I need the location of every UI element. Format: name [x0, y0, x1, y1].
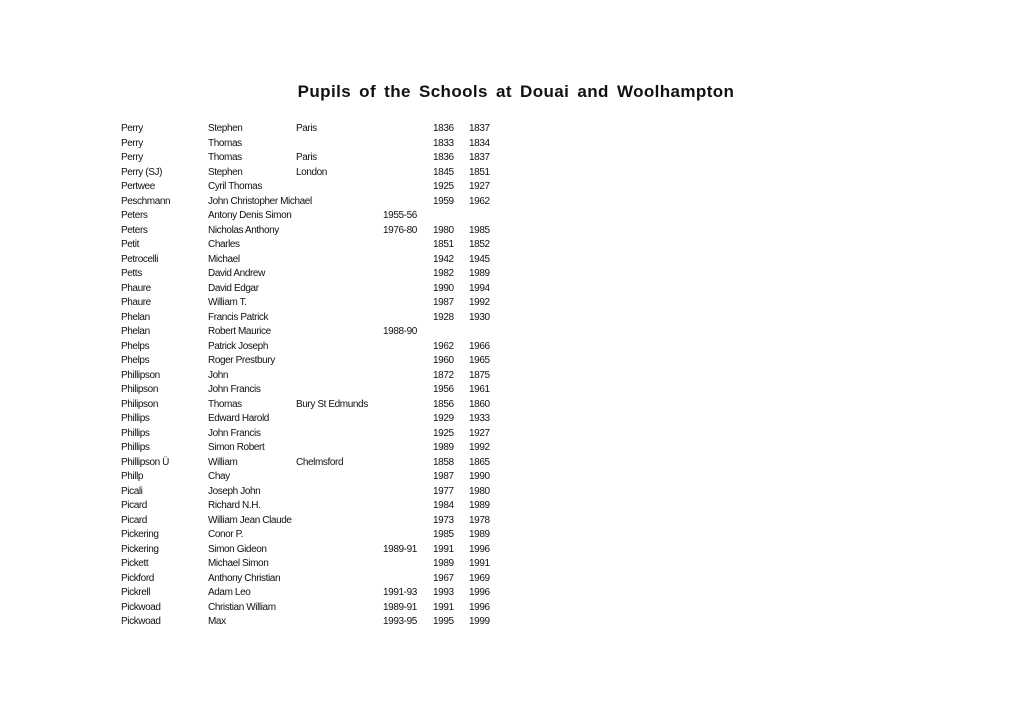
page-title: Pupils of the Schools at Douai and Woolhampton	[297, 82, 735, 101]
surname-cell: Perry (SJ)	[121, 166, 163, 178]
list-item	[0, 543, 1024, 558]
surname-cell: Petit	[121, 239, 140, 250]
start-cell: 1990	[433, 282, 454, 294]
surname-cell: Philipson	[121, 398, 158, 410]
forenames-cell: Thomas	[208, 398, 242, 410]
surname-cell: Pickwoad	[121, 616, 161, 627]
forenames-cell: John Francis	[208, 384, 261, 395]
list-item	[0, 267, 1024, 282]
surname-cell: Perry	[121, 152, 143, 163]
list-item	[0, 499, 1024, 514]
end-cell: 1851	[469, 166, 490, 178]
end-cell: 1945	[469, 253, 490, 265]
surname-cell: Picali	[121, 485, 143, 497]
list-item	[0, 151, 1024, 166]
end-cell: 1966	[469, 340, 490, 352]
end-cell: 1927	[469, 181, 490, 192]
end-cell: 1980	[469, 485, 490, 497]
list-item	[0, 383, 1024, 398]
end-cell: 1991	[469, 558, 490, 569]
place-cell: Bury St Edmunds	[296, 398, 368, 410]
start-cell: 1928	[433, 311, 454, 323]
surname-cell: Phaure	[121, 297, 151, 308]
list-item	[0, 572, 1024, 587]
list-item	[0, 354, 1024, 369]
list-item	[0, 485, 1024, 500]
surname-cell: Pertwee	[121, 181, 155, 192]
forenames-cell: Edward Harold	[208, 413, 269, 424]
list-item	[0, 195, 1024, 210]
start-cell: 1845	[433, 166, 454, 178]
forenames-cell: Adam Leo	[208, 587, 251, 598]
surname-cell: Phillipson Ü	[121, 456, 170, 468]
list-item	[0, 325, 1024, 340]
surname-cell: Petrocelli	[121, 253, 159, 265]
place-cell: London	[296, 166, 327, 178]
end-cell: 1994	[469, 282, 490, 294]
forenames-cell: Anthony Christian	[208, 572, 281, 584]
list-item	[0, 586, 1024, 601]
end-cell: 1837	[469, 123, 490, 134]
list-item	[0, 412, 1024, 427]
surname-cell: Phelan	[121, 311, 150, 323]
forenames-cell: Charles	[208, 239, 240, 250]
surname-cell: Phelan	[121, 326, 150, 337]
forenames-cell: John Christopher Michael	[208, 195, 312, 207]
surname-cell: Phillipson	[121, 369, 160, 381]
prep-cell: 1976-80	[383, 224, 417, 236]
list-item	[0, 296, 1024, 311]
forenames-cell: Thomas	[208, 152, 242, 163]
end-cell: 1962	[469, 195, 490, 207]
list-item	[0, 470, 1024, 485]
surname-cell: Pickett	[121, 558, 149, 569]
surname-cell: Petts	[121, 268, 142, 279]
end-cell: 1852	[469, 239, 490, 250]
forenames-cell: David Andrew	[208, 268, 265, 279]
start-cell: 1967	[433, 572, 454, 584]
list-item	[0, 528, 1024, 543]
list-item	[0, 369, 1024, 384]
surname-cell: Phillp	[121, 471, 144, 482]
list-item	[0, 557, 1024, 572]
end-cell: 1996	[469, 601, 490, 613]
end-cell: 1985	[469, 224, 490, 236]
forenames-cell: Simon Gideon	[208, 543, 267, 555]
forenames-cell: Cyril Thomas	[208, 181, 262, 192]
end-cell: 1969	[469, 572, 490, 584]
start-cell: 1858	[433, 456, 454, 468]
forenames-cell: Conor P.	[208, 529, 243, 540]
forenames-cell: Chay	[208, 471, 230, 482]
end-cell: 1996	[469, 587, 490, 598]
list-item	[0, 340, 1024, 355]
surname-cell: Pickering	[121, 543, 159, 555]
end-cell: 1865	[469, 456, 490, 468]
start-cell: 1982	[433, 268, 454, 279]
start-cell: 1993	[433, 587, 454, 598]
list-item	[0, 253, 1024, 268]
prep-cell: 1989-91	[383, 543, 417, 555]
start-cell: 1851	[433, 239, 454, 250]
surname-cell: Phaure	[121, 282, 151, 294]
start-cell: 1991	[433, 543, 454, 555]
start-cell: 1925	[433, 427, 454, 439]
list-item	[0, 601, 1024, 616]
end-cell: 1992	[469, 297, 490, 308]
list-item	[0, 441, 1024, 456]
surname-cell: Phillips	[121, 442, 150, 453]
surname-cell: Phelps	[121, 355, 150, 366]
start-cell: 1987	[433, 297, 454, 308]
start-cell: 1960	[433, 355, 454, 366]
forenames-cell: William T.	[208, 297, 247, 308]
end-cell: 1860	[469, 398, 490, 410]
start-cell: 1991	[433, 601, 454, 613]
list-item	[0, 137, 1024, 152]
prep-cell: 1989-91	[383, 601, 417, 613]
list-item	[0, 282, 1024, 297]
end-cell: 1989	[469, 268, 490, 279]
surname-cell: Picard	[121, 514, 147, 526]
surname-cell: Pickrell	[121, 587, 151, 598]
forenames-cell: Stephen	[208, 166, 243, 178]
surname-cell: Peters	[121, 210, 148, 221]
list-item	[0, 180, 1024, 195]
forenames-cell: Christian William	[208, 601, 276, 613]
end-cell: 1834	[469, 137, 490, 149]
surname-cell: Picard	[121, 500, 147, 511]
surname-cell: Perry	[121, 123, 143, 134]
start-cell: 1959	[433, 195, 454, 207]
place-cell: Paris	[296, 123, 317, 134]
end-cell: 1990	[469, 471, 490, 482]
surname-cell: Phillips	[121, 427, 150, 439]
start-cell: 1925	[433, 181, 454, 192]
end-cell: 1933	[469, 413, 490, 424]
start-cell: 1929	[433, 413, 454, 424]
place-cell: Chelmsford	[296, 456, 344, 468]
start-cell: 1984	[433, 500, 454, 511]
start-cell: 1995	[433, 616, 454, 627]
list-item	[0, 122, 1024, 137]
forenames-cell: Max	[208, 616, 226, 627]
surname-cell: Pickford	[121, 572, 154, 584]
surname-cell: Pickwoad	[121, 601, 161, 613]
start-cell: 1989	[433, 558, 454, 569]
surname-cell: Pickering	[121, 529, 159, 540]
end-cell: 1837	[469, 152, 490, 163]
start-cell: 1977	[433, 485, 454, 497]
pupil-list	[0, 122, 1024, 630]
end-cell: 1930	[469, 311, 490, 323]
surname-cell: Phillips	[121, 413, 150, 424]
forenames-cell: Joseph John	[208, 485, 261, 497]
forenames-cell: Michael	[208, 253, 240, 265]
end-cell: 1978	[469, 514, 490, 526]
end-cell: 1992	[469, 442, 490, 453]
list-item	[0, 456, 1024, 471]
end-cell: 1989	[469, 529, 490, 540]
list-item	[0, 166, 1024, 181]
end-cell: 1989	[469, 500, 490, 511]
forenames-cell: Francis Patrick	[208, 311, 269, 323]
list-item	[0, 209, 1024, 224]
start-cell: 1962	[433, 340, 454, 352]
forenames-cell: William	[208, 456, 238, 468]
start-cell: 1872	[433, 369, 454, 381]
forenames-cell: Antony Denis Simon	[208, 210, 292, 221]
list-item	[0, 311, 1024, 326]
start-cell: 1836	[433, 152, 454, 163]
start-cell: 1856	[433, 398, 454, 410]
list-item	[0, 398, 1024, 413]
surname-cell: Perry	[121, 137, 143, 149]
prep-cell: 1993-95	[383, 616, 417, 627]
list-item	[0, 514, 1024, 529]
list-item	[0, 427, 1024, 442]
end-cell: 1961	[469, 384, 490, 395]
forenames-cell: Stephen	[208, 123, 243, 134]
end-cell: 1996	[469, 543, 490, 555]
start-cell: 1956	[433, 384, 454, 395]
prep-cell: 1991-93	[383, 587, 417, 598]
forenames-cell: David Edgar	[208, 282, 259, 294]
surname-cell: Philipson	[121, 384, 158, 395]
surname-cell: Peschmann	[121, 195, 171, 207]
start-cell: 1987	[433, 471, 454, 482]
end-cell: 1999	[469, 616, 490, 627]
start-cell: 1980	[433, 224, 454, 236]
start-cell: 1989	[433, 442, 454, 453]
forenames-cell: John Francis	[208, 427, 261, 439]
forenames-cell: Robert Maurice	[208, 326, 271, 337]
start-cell: 1833	[433, 137, 454, 149]
surname-cell: Phelps	[121, 340, 150, 352]
forenames-cell: Richard N.H.	[208, 500, 261, 511]
start-cell: 1985	[433, 529, 454, 540]
start-cell: 1942	[433, 253, 454, 265]
start-cell: 1973	[433, 514, 454, 526]
forenames-cell: Roger Prestbury	[208, 355, 275, 366]
start-cell: 1836	[433, 123, 454, 134]
list-item	[0, 615, 1024, 630]
forenames-cell: Simon Robert	[208, 442, 265, 453]
end-cell: 1927	[469, 427, 490, 439]
surname-cell: Peters	[121, 224, 148, 236]
end-cell: 1965	[469, 355, 490, 366]
forenames-cell: William Jean Claude	[208, 514, 292, 526]
prep-cell: 1988-90	[383, 326, 417, 337]
list-item	[0, 238, 1024, 253]
place-cell: Paris	[296, 152, 317, 163]
prep-cell: 1955-56	[383, 210, 417, 221]
end-cell: 1875	[469, 369, 490, 381]
forenames-cell: John	[208, 369, 229, 381]
forenames-cell: Nicholas Anthony	[208, 224, 279, 236]
forenames-cell: Michael Simon	[208, 558, 269, 569]
forenames-cell: Thomas	[208, 137, 242, 149]
list-item	[0, 224, 1024, 239]
forenames-cell: Patrick Joseph	[208, 340, 268, 352]
